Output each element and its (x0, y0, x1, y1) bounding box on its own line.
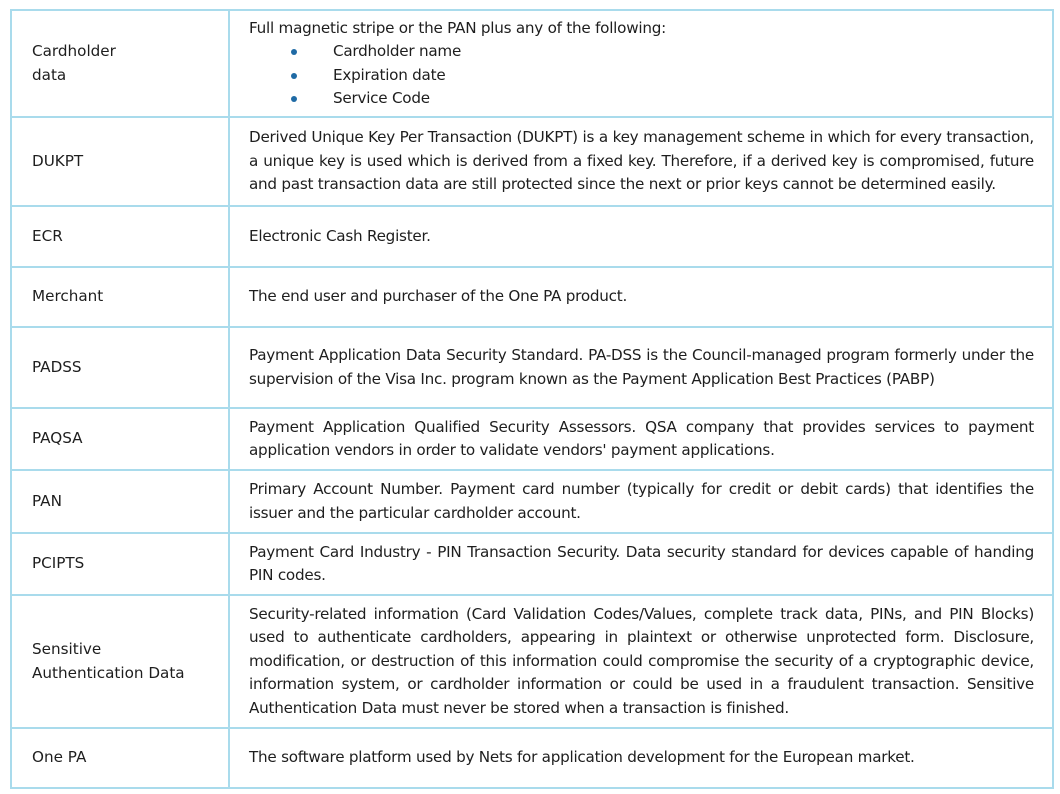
bullet-icon (291, 73, 297, 79)
table-row (11, 533, 1053, 595)
term-line: Authentication Data (32, 663, 185, 682)
definition-text: Full magnetic stripe or the PAN plus any of the following: (249, 18, 666, 37)
bullet-icon (291, 96, 297, 102)
table-row (11, 117, 1053, 206)
table-row (11, 595, 1053, 728)
term-cell: Merchant (11, 267, 229, 327)
table-row (11, 470, 1053, 533)
term-cell: One PA (11, 728, 229, 788)
bullet-text: Expiration date (333, 65, 446, 84)
definition-cell: The software platform used by Nets for application development for the European market. (229, 728, 1053, 788)
list-item (249, 64, 1034, 88)
term-line: Cardholder (32, 42, 116, 60)
term-cell: PAN (11, 470, 229, 533)
glossary-table (10, 9, 1054, 789)
definition-cell: Electronic Cash Register. (229, 206, 1053, 267)
definition-cell: Primary Account Number. Payment card number (typically for credit or debit cards) that identifies the issuer and the particular cardholder account. (229, 470, 1053, 533)
list-item (249, 87, 1034, 111)
term-cell (11, 10, 229, 117)
table-row (11, 408, 1053, 470)
table-row (11, 728, 1053, 788)
definition-cell: Payment Application Data Security Standard. PA-DSS is the Council-managed program formerly under the supervision of the Visa Inc. program known as the Payment Application Best Practices (PABP) (229, 327, 1053, 408)
term-cell: PADSS (11, 327, 229, 408)
list-item (249, 40, 1034, 64)
term-cell: PAQSA (11, 408, 229, 470)
bullet-text: Cardholder name (333, 42, 462, 60)
bullet-text: Service Code (333, 89, 430, 107)
table-row (11, 327, 1053, 408)
term-line: data (32, 65, 67, 84)
bullet-list (249, 40, 1034, 111)
term-cell: ECR (11, 206, 229, 267)
term-cell: DUKPT (11, 117, 229, 206)
term-line: Sensitive (32, 640, 102, 658)
definition-cell (229, 10, 1053, 117)
definition-cell: Payment Card Industry - PIN Transaction Security. Data security standard for devices capable of handing PIN codes. (229, 533, 1053, 595)
term-cell: PCIPTS (11, 533, 229, 595)
bullet-icon (291, 49, 297, 55)
definition-cell: Security-related information (Card Validation Codes/Values, complete track data, PINs, and PIN Blocks) used to authenticate cardholders, appearing in plaintext or otherwise unprotected form. Disclosure, modification, or destruction of this information could compromise the security of a cryptographic device, information system, or cardholder information or could be used in a fraudulent transaction. Sensitive Authentication Data must never be stored when a transaction is finished. (229, 595, 1053, 728)
definition-cell: Derived Unique Key Per Transaction (DUKPT) is a key management scheme in which for every transaction, a unique key is used which is derived from a fixed key. Therefore, if a derived key is compromised, future and past transaction data are still protected since the next or prior keys cannot be determined easily. (229, 117, 1053, 206)
table-row (11, 267, 1053, 327)
term-cell (11, 595, 229, 728)
definition-cell: The end user and purchaser of the One PA product. (229, 267, 1053, 327)
table-row (11, 10, 1053, 117)
definition-cell: Payment Application Qualified Security Assessors. QSA company that provides services to payment application vendors in order to validate vendors' payment applications. (229, 408, 1053, 470)
table-row (11, 206, 1053, 267)
